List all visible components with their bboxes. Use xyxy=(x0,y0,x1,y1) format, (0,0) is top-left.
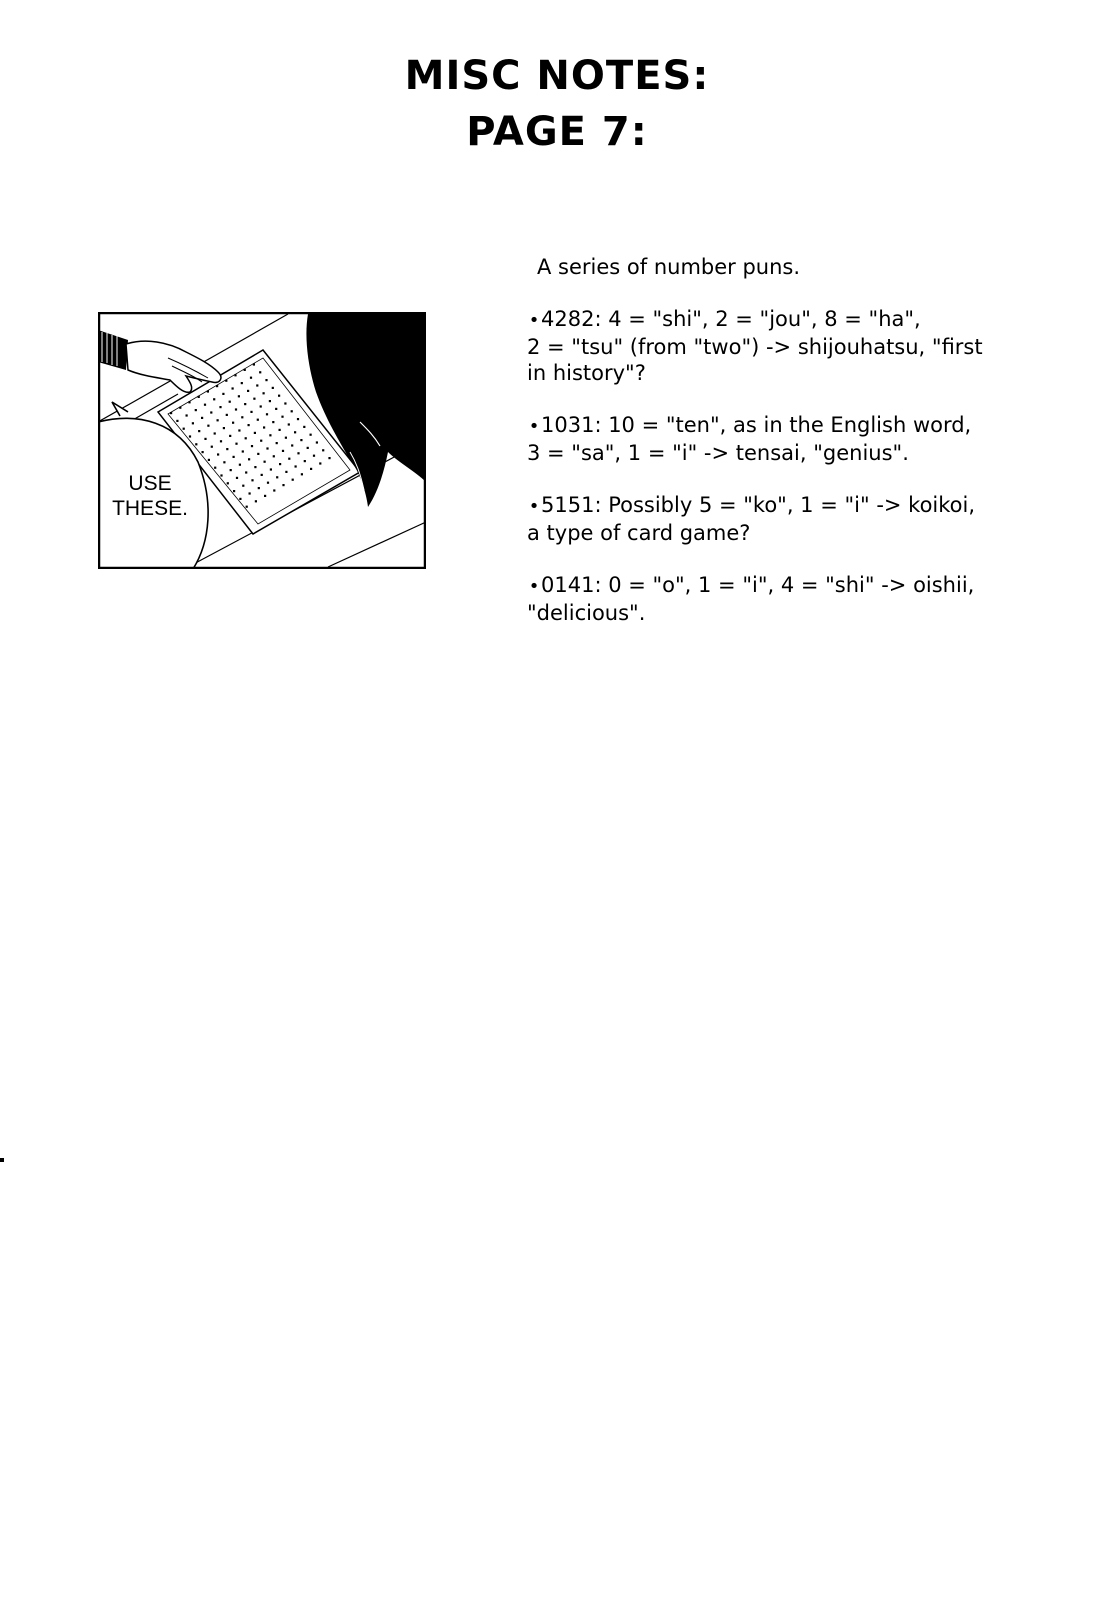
grid-dot xyxy=(245,437,247,439)
grid-dot xyxy=(210,411,212,413)
grid-dot xyxy=(234,374,236,376)
grid-dot xyxy=(310,468,312,470)
grid-dot xyxy=(242,450,244,452)
grid-dot xyxy=(291,444,293,446)
grid-dot xyxy=(220,474,222,476)
grid-dot xyxy=(260,405,262,407)
grid-dot xyxy=(170,412,172,414)
grid-dot xyxy=(216,385,218,387)
grid-dot xyxy=(225,380,227,382)
grid-dot xyxy=(250,411,252,413)
grid-dot xyxy=(223,461,225,463)
grid-dot xyxy=(281,416,283,418)
grid-dot xyxy=(186,414,188,416)
grid-dot xyxy=(248,424,250,426)
bullet-icon: • xyxy=(528,576,540,597)
grid-dot xyxy=(233,490,235,492)
grid-dot xyxy=(232,422,234,424)
note-rest: 3 = "sa", 1 = "i" -> tensai, "genius". xyxy=(527,441,909,465)
grid-dot xyxy=(238,395,240,397)
note-rest: a type of card game? xyxy=(527,521,751,545)
grid-dot xyxy=(279,429,281,431)
grid-dot xyxy=(244,403,246,405)
grid-dot xyxy=(195,409,197,411)
grid-dot xyxy=(265,379,267,381)
grid-dot xyxy=(291,410,293,412)
note-first-line: 0141: 0 = "o", 1 = "i", 4 = "shi" -> oishii, xyxy=(541,573,975,597)
grid-dot xyxy=(236,477,238,479)
grid-dot xyxy=(239,464,241,466)
grid-dot xyxy=(188,401,190,403)
note-item xyxy=(527,306,1047,386)
grid-dot xyxy=(202,451,204,453)
grid-dot xyxy=(233,456,235,458)
grid-dot xyxy=(276,442,278,444)
grid-dot xyxy=(179,407,181,409)
grid-dot xyxy=(254,432,256,434)
grid-dot xyxy=(249,492,251,494)
bullet-icon: • xyxy=(528,496,540,517)
grid-dot xyxy=(282,450,284,452)
grid-dot xyxy=(285,471,287,473)
grid-dot xyxy=(301,473,303,475)
title-line-1: MISC NOTES: xyxy=(404,53,710,99)
grid-dot xyxy=(273,455,275,457)
grid-dot xyxy=(313,455,315,457)
grid-dot xyxy=(292,479,294,481)
grid-dot xyxy=(307,447,309,449)
grid-dot xyxy=(264,461,266,463)
grid-dot xyxy=(272,387,274,389)
grid-dot xyxy=(266,413,268,415)
grid-dot xyxy=(258,487,260,489)
grid-dot xyxy=(220,440,222,442)
grid-dot xyxy=(295,465,297,467)
grid-dot xyxy=(263,426,265,428)
grid-dot xyxy=(304,460,306,462)
grid-dot xyxy=(207,390,209,392)
grid-dot xyxy=(253,363,255,365)
grid-dot xyxy=(297,418,299,420)
grid-dot xyxy=(288,423,290,425)
grid-dot xyxy=(288,458,290,460)
grid-dot xyxy=(257,419,259,421)
note-rest: 2 = "tsu" (from "two") -> shijouhatsu, "first in history"? xyxy=(527,335,983,385)
grid-dot xyxy=(259,371,261,373)
grid-dot xyxy=(310,434,312,436)
grid-dot xyxy=(204,438,206,440)
manga-panel xyxy=(98,312,426,569)
grid-dot xyxy=(254,466,256,468)
grid-dot xyxy=(232,387,234,389)
grid-dot xyxy=(264,495,266,497)
grid-dot xyxy=(230,469,232,471)
note-first-line: 4282: 4 = "shi", 2 = "jou", 8 = "ha", xyxy=(541,307,921,331)
grid-dot xyxy=(297,452,299,454)
note-rest: "delicious". xyxy=(527,601,646,625)
grid-dot xyxy=(319,462,321,464)
grid-dot xyxy=(253,398,255,400)
grid-dot xyxy=(201,417,203,419)
grid-dot xyxy=(235,443,237,445)
grid-dot xyxy=(246,506,248,508)
grid-dot xyxy=(284,402,286,404)
grid-dot xyxy=(257,453,259,455)
grid-dot xyxy=(269,400,271,402)
stray-ink-mark xyxy=(0,1158,4,1162)
grid-dot xyxy=(207,425,209,427)
grid-dot xyxy=(279,463,281,465)
note-item xyxy=(527,572,1047,626)
grid-dot xyxy=(276,476,278,478)
grid-dot xyxy=(245,471,247,473)
grid-dot xyxy=(267,482,269,484)
grid-dot xyxy=(217,453,219,455)
note-item xyxy=(527,492,1047,546)
note-first-line: 5151: Possibly 5 = "ko", 1 = "i" -> koikoi, xyxy=(541,493,976,517)
grid-dot xyxy=(204,404,206,406)
page-title xyxy=(0,48,1114,160)
grid-dot xyxy=(272,421,274,423)
speech-bubble-text-2: THESE. xyxy=(112,497,188,520)
grid-dot xyxy=(198,430,200,432)
grid-dot xyxy=(303,426,305,428)
grid-dot xyxy=(261,474,263,476)
grid-dot xyxy=(248,458,250,460)
grid-dot xyxy=(260,440,262,442)
title-line-2: PAGE 7: xyxy=(466,109,648,155)
grid-dot xyxy=(241,382,243,384)
grid-dot xyxy=(273,489,275,491)
grid-dot xyxy=(223,427,225,429)
grid-dot xyxy=(238,429,240,431)
grid-dot xyxy=(213,398,215,400)
grid-dot xyxy=(235,408,237,410)
bullet-icon: • xyxy=(528,310,540,331)
grid-dot xyxy=(189,435,191,437)
grid-dot xyxy=(247,390,249,392)
grid-dot xyxy=(251,445,253,447)
grid-dot xyxy=(219,406,221,408)
notes-intro: A series of number puns. xyxy=(537,255,801,279)
grid-dot xyxy=(226,414,228,416)
grid-dot xyxy=(269,434,271,436)
grid-dot xyxy=(229,435,231,437)
grid-dot xyxy=(239,498,241,500)
grid-dot xyxy=(300,439,302,441)
grid-dot xyxy=(229,401,231,403)
grid-dot xyxy=(211,446,213,448)
grid-dot xyxy=(250,377,252,379)
grid-dot xyxy=(217,419,219,421)
grid-dot xyxy=(285,437,287,439)
grid-dot xyxy=(214,432,216,434)
grid-dot xyxy=(294,431,296,433)
grid-dot xyxy=(270,468,272,470)
grid-dot xyxy=(241,416,243,418)
grid-dot xyxy=(226,448,228,450)
grid-dot xyxy=(214,467,216,469)
bullet-icon: • xyxy=(528,416,540,437)
speech-bubble-text-1: USE xyxy=(128,472,172,495)
grid-dot xyxy=(222,393,224,395)
grid-dot xyxy=(282,484,284,486)
grid-dot xyxy=(251,479,253,481)
grid-dot xyxy=(263,392,265,394)
grid-dot xyxy=(242,485,244,487)
grid-dot xyxy=(208,459,210,461)
grid-dot xyxy=(183,428,185,430)
note-first-line: 1031: 10 = "ten", as in the English word, xyxy=(541,413,972,437)
grid-dot xyxy=(227,482,229,484)
grid-dot xyxy=(256,384,258,386)
grid-dot xyxy=(244,369,246,371)
grid-dot xyxy=(195,443,197,445)
grid-dot xyxy=(266,447,268,449)
grid-dot xyxy=(316,441,318,443)
grid-dot xyxy=(198,396,200,398)
grid-dot xyxy=(328,457,330,459)
grid-dot xyxy=(278,395,280,397)
notes-section xyxy=(527,254,1047,652)
grid-dot xyxy=(322,449,324,451)
grid-dot xyxy=(255,500,257,502)
note-item xyxy=(527,412,1047,466)
grid-dot xyxy=(275,408,277,410)
grid-dot xyxy=(176,420,178,422)
grid-dot xyxy=(192,422,194,424)
